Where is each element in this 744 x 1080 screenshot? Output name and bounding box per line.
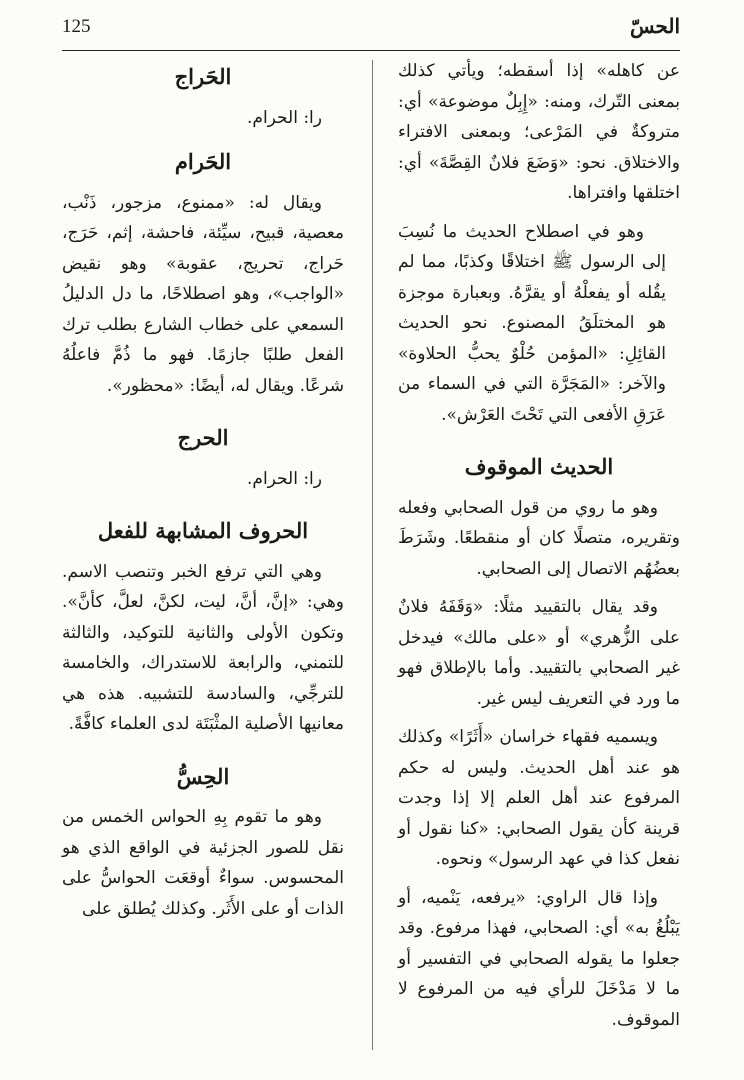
- paragraph: وهي التي ترفع الخبر وتنصب الاسم. وهي: «إنَّ، أنَّ، ليت، لكنَّ، لعلَّ، كأنَّ». وتكون الأولى والثانية للتوكيد، والثالثة للتمني، والرابعة للاستدراك، والخامسة للترجِّي، والسادسة للتشبيه. هذه هي معانيها الأصلية المثْبَتَة لدى العلماء كافَّةً.: [62, 561, 344, 734]
- left-column: [62, 56, 344, 932]
- entry-heading: الحِسُّ: [176, 763, 230, 789]
- running-title: الحسّ: [629, 14, 680, 38]
- entry-heading: الحَرام: [174, 149, 232, 174]
- paragraph: عن كاهله» إذا أسقطه؛ ويأتي كذلك بمعنى التّرك، ومنه: «إِبِلٌ موضوعة» أي: متروكةٌ في المَرْعى؛ وبمعنى الافتراء والاختلاق. نحو: «وَضَعَ فلانٌ القِصَّةَ» أي: اختلقها وافتراها.: [398, 61, 680, 203]
- paragraph: وهو ما روي من قول الصحابي وفعله وتقريره، متصلًا كان أو منقطعًا. وشَرَطَ بعضُهُم الاتصال إلى الصحابي.: [398, 497, 680, 579]
- paragraph: ويسميه فقهاء خراسان «أَثَرًا» وكذلك هو عند أهل الحديث. وليس له حكم المرفوع عند أهل العلم إلا إذا وجدت قرينة كأن يقول الصحابي: «كنا نقول أو نفعل كذا في عهد الرسول» ونحوه.: [398, 727, 680, 869]
- column-divider: [372, 60, 373, 1050]
- page-header: [62, 10, 680, 51]
- right-column: [398, 56, 680, 1043]
- page-number: 125: [62, 16, 91, 37]
- paragraph: وهو ما تقوم بِهِ الحواس الخمس من نقل للصور الجزئية في الواقع الذي هو المحسوس. سواءٌ أوقعَت الحواسُّ على الذات أو على الأَثَر. وكذلك يُطلق على: [62, 807, 344, 919]
- paragraph: وإذا قال الراوي: «يرفعه، يَنْميه، أو يَبْلُغُ به» أي: الصحابي، فهذا مرفوع. وقد جعلوا ما يقوله الصحابي في التفسير أو ما لا مَدْخَلَ للرأي فيه من المرفوع لا الموقوف.: [398, 887, 680, 1030]
- section-heading: الحديث الموقوف: [464, 454, 614, 479]
- entry-heading: الحَراج: [174, 64, 232, 89]
- paragraph: وهو في اصطلاح الحديث ما نُسِبَ إلى الرسول ﷺ اختلاقًا وكذبًا، مما لم يقُله أو يفعلْهُ أو يقرَّهُ. وبعبارة موجزة هو المختلَقُ المصنوع. نحو الحديث القائِلِ: «المؤمن حُلْوٌ يحبُّ الحلاوة» والآخر: «المَجَرَّة التي في السماء من عَرَقِ الأفعى التي تَحْتَ العَرْش».: [398, 221, 666, 425]
- entry-heading: الحروف المشابهة للفعل: [97, 518, 309, 543]
- cross-reference: را: الحرام.: [247, 107, 322, 128]
- paragraph: ويقال له: «ممنوع، مزجور، ذَنْب، معصية، قبيح، سيِّئة، فاحشة، إثم، حَرَج، حَراج، تحريج، عقوبة» وهو نقيض «الواجب»، وهو اصطلاحًا، ما دل الدليلُ السمعي على خطاب الشارع بطلب ترك الفعل طلبًا جازمًا. فهو ما ذُمَّ فاعلُهُ شرعًا. ويقال له، أيضًا: «محظور».: [62, 192, 344, 396]
- entry-heading: الحرج: [177, 425, 229, 450]
- paragraph: وقد يقال بالتقييد مثلًا: «وَقَفَهُ فلانٌ على الزُّهري» أو «على مالك» فيدخل غير الصحابي بالتقييد. وأما بالإطلاق فهو ما ورد في التعريف ليس غير.: [398, 597, 680, 709]
- cross-reference: را: الحرام.: [247, 468, 322, 489]
